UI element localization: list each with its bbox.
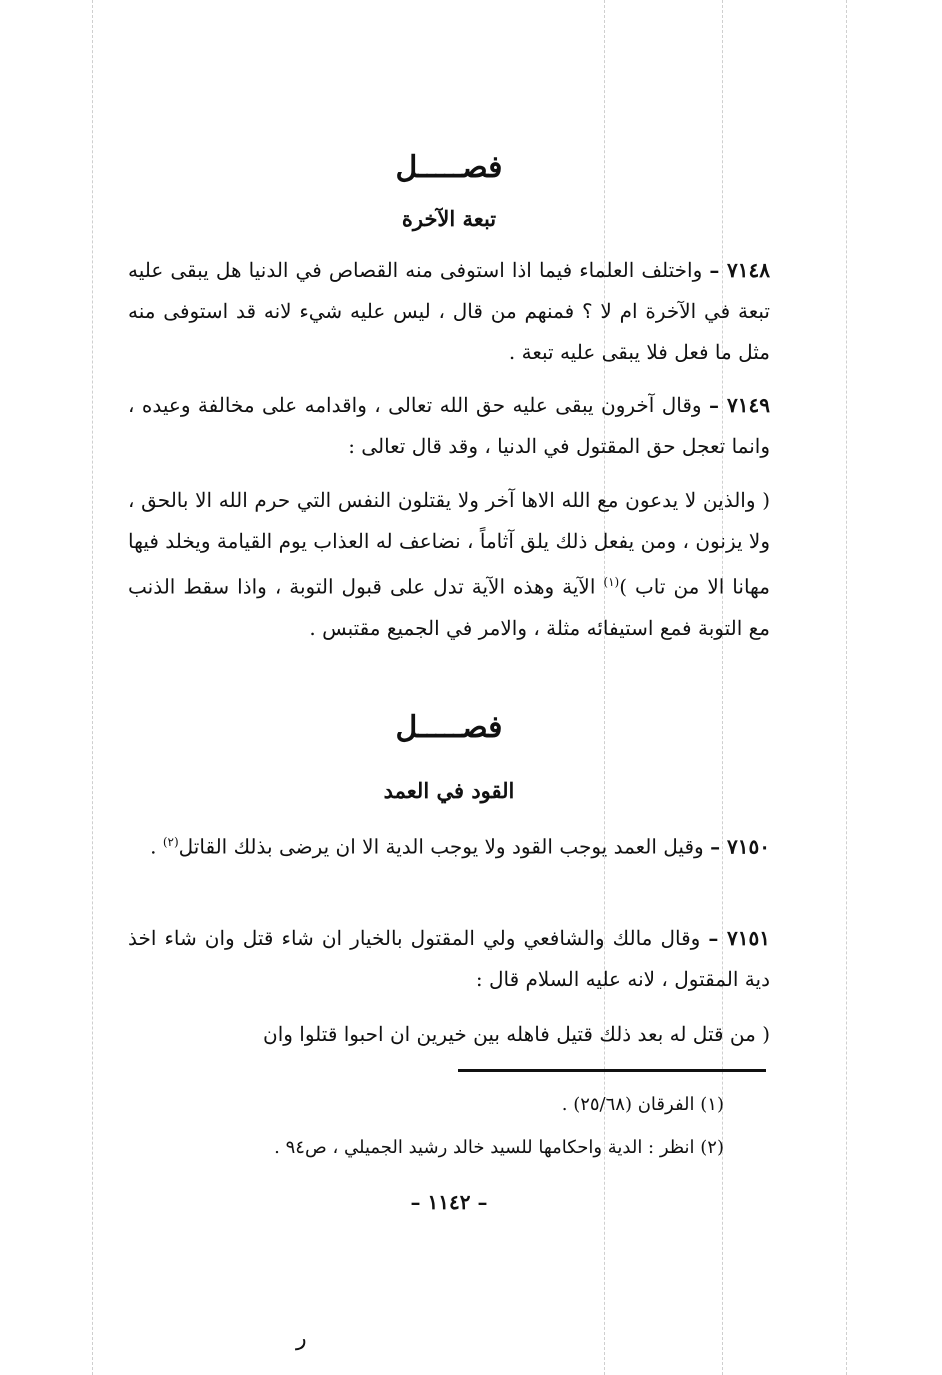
paragraph-text: وقيل العمد يوجب القود ولا يوجب الدية الا ان يرضى بذلك القاتل bbox=[178, 834, 704, 859]
paragraph-7151 bbox=[128, 918, 770, 1000]
paragraph-7148 bbox=[128, 250, 770, 373]
paragraph-number: ٧١٥٠ – bbox=[710, 834, 770, 859]
stray-scan-mark: ر bbox=[296, 1326, 307, 1351]
paragraph-text: واختلف العلماء فيما اذا استوفى منه القصاص في الدنيا هل يبقى عليه تبعة في الآخرة ام لا ؟ فمنهم من قال ، ليس عليه شيء لانه قد استوفى منه مثل ما فعل فلا يبقى عليه تبعة . bbox=[128, 258, 770, 364]
page-number: – ١١٤٢ – bbox=[410, 1190, 488, 1214]
quote-commentary: الآية وهذه الآية تدل على قبول التوبة ، واذا سقط الذنب مع التوبة فمع استيفائه مثلة ، والامر في الجميع مقتبس . bbox=[128, 574, 770, 640]
paragraph-number: ٧١٥١ – bbox=[708, 926, 770, 950]
section-subheading: القود في العمد bbox=[383, 778, 515, 803]
section-subheading: تبعة الآخرة bbox=[401, 206, 497, 231]
quote-text: ( والذين لا يدعون مع الله الاها آخر ولا يقتلون النفس التي حرم الله الا بالحق ، ولا يزنون ، ومن يفعل ذلك يلق آثاماً ، نضاعف له العذاب يوم القيامة ويخلد فيها مهانا الا من تاب ) bbox=[128, 488, 770, 599]
footnote-ref-1: (١) bbox=[603, 575, 620, 589]
paragraph-7149 bbox=[128, 385, 770, 467]
scan-guide-line bbox=[92, 0, 93, 1375]
quote-text: ( من قتل له بعد ذلك قتيل فاهله بين خيرين ان احبوا قتلوا وان bbox=[263, 1022, 770, 1046]
footnote-separator bbox=[458, 1069, 766, 1072]
paragraph-text: وقال آخرون يبقى عليه حق الله تعالى ، واقدامه على مخالفة وعيده ، وانما تعجل حق المقتول في الدنيا ، وقد قال تعالى : bbox=[128, 393, 770, 458]
section-heading: فصـــــل bbox=[395, 710, 503, 745]
quran-quote-paragraph bbox=[128, 480, 770, 649]
footnote-ref-2: (٢) bbox=[162, 835, 179, 849]
paragraph-text: وقال مالك والشافعي ولي المقتول بالخيار ان شاء قتل وان شاء اخذ دية المقتول ، لانه عليه السلام قال : bbox=[128, 926, 770, 991]
footnote-1: (١) الفرقان (٢٥/٦٨) . bbox=[561, 1094, 724, 1115]
section-heading: فصـــــل bbox=[395, 150, 503, 185]
paragraph-end: . bbox=[150, 834, 163, 859]
paragraph-number: ٧١٤٨ – bbox=[709, 258, 770, 282]
hadith-quote-paragraph bbox=[128, 1014, 770, 1055]
scan-guide-line bbox=[846, 0, 847, 1375]
footnote-2: (٢) انظر : الدية واحكامها للسيد خالد رشيد الجميلي ، ص٩٤ . bbox=[274, 1137, 724, 1158]
paragraph-7150 bbox=[128, 822, 770, 868]
paragraph-number: ٧١٤٩ – bbox=[709, 393, 771, 417]
